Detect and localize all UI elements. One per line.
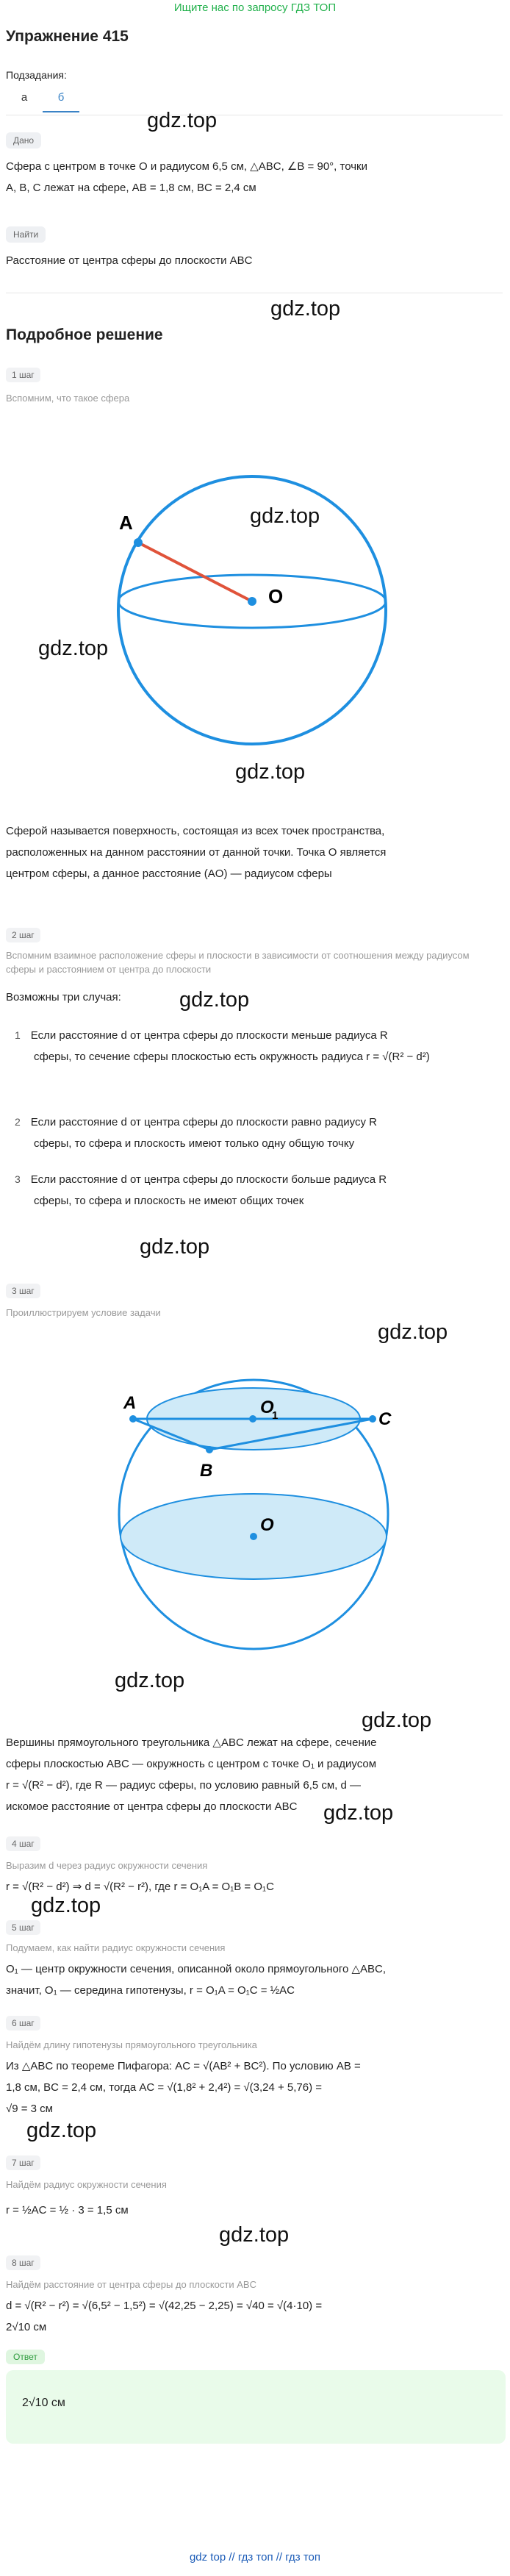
step4-text: r = √(R² − d²) ⇒ d = √(R² − r²), где r = O₁A = O₁B = O₁C xyxy=(6,1881,274,1893)
text-line: значит, O₁ — середина гипотенузы, r = O₁A = O₁C = ½AC xyxy=(6,1984,295,1997)
watermark: gdz.top xyxy=(250,504,320,528)
label-O1: O xyxy=(260,1398,274,1417)
watermark: gdz.top xyxy=(179,988,250,1012)
case-number: 2 xyxy=(15,1116,21,1128)
point-O xyxy=(250,1533,257,1540)
case-line-2: сферы, то сечение сферы плоскостью есть окружность радиуса r = √(R² − d²) xyxy=(34,1051,430,1063)
step8-text xyxy=(6,2295,491,2338)
watermark: gdz.top xyxy=(38,637,109,660)
watermark: gdz.top xyxy=(140,1235,210,1259)
step-hint: Вспомним взаимное расположение сферы и плоскости в зависимости от соотношения между радиусом сферы и расстоянием от центра до плоскости xyxy=(6,950,470,975)
text-line: Из △ABC по теореме Пифагора: AC = √(AB² + BC²). По условию AB = xyxy=(6,2060,361,2072)
label-O: O xyxy=(260,1515,274,1535)
text-line: центром сферы, а данное расстояние (AO) — радиусом сферы xyxy=(6,867,332,880)
top-promo-link[interactable]: Ищите нас по запросу ГДЗ ТОП xyxy=(173,1,337,14)
find-chip: Найти xyxy=(6,226,46,243)
step-chip: 2 шаг xyxy=(6,928,40,942)
case-line-1: Если расстояние d от центра сферы до плоскости больше радиуса R xyxy=(30,1173,387,1186)
text-line: d = √(R² − r²) = √(6,5² − 1,5²) = √(42,25 − 2,25) = √40 = √(4·10) = xyxy=(6,2300,323,2312)
step-chip: 5 шаг xyxy=(6,1920,40,1935)
watermark: gdz.top xyxy=(235,760,306,784)
watermark: gdz.top xyxy=(147,109,218,132)
point-A xyxy=(134,538,143,547)
given-line-1: Сфера с центром в точке O и радиусом 6,5 см, △ABC, ∠B = 90°, точки xyxy=(6,160,367,173)
text-line: 2√10 см xyxy=(6,2321,47,2333)
find-text: Расстояние от центра сферы до плоскости ABC xyxy=(6,254,253,267)
cases-title: Возможны три случая: xyxy=(6,991,121,1003)
label-A: A xyxy=(123,1393,137,1413)
point-O1 xyxy=(249,1415,256,1423)
text-line: r = √(R² − d²), где R — радиус сферы, по условию равный 6,5 см, d — xyxy=(6,1779,362,1792)
step-chip: 1 шаг xyxy=(6,368,40,382)
answer-chip: Ответ xyxy=(6,2350,45,2364)
text-line: √9 = 3 см xyxy=(6,2103,53,2115)
text-line: Сферой называется поверхность, состоящая из всех точек пространства, xyxy=(6,825,385,837)
point-C xyxy=(369,1415,376,1423)
step-hint: Выразим d через радиус окружности сечения xyxy=(6,1860,208,1871)
point-B xyxy=(206,1446,213,1453)
case-line-2: сферы, то сфера и плоскость имеют только одну общую точку xyxy=(34,1137,355,1150)
answer-box xyxy=(6,2370,506,2444)
subtask-tabs xyxy=(6,91,79,112)
point-A xyxy=(129,1415,137,1423)
given-chip: Дано xyxy=(6,132,41,149)
step-hint: Найдём расстояние от центра сферы до плоскости ABC xyxy=(6,2279,256,2290)
step-chip: 4 шаг xyxy=(6,1836,40,1851)
case-number: 3 xyxy=(15,1173,21,1185)
step-chip: 8 шаг xyxy=(6,2255,40,2270)
text-line: сферы плоскостью ABC — окружность с центром с точке O₁ и радиусом xyxy=(6,1758,377,1770)
text-line: O₁ — центр окружности сечения, описанной около прямоугольного △ABC, xyxy=(6,1963,387,1975)
step-hint: Подумаем, как найти радиус окружности сечения xyxy=(6,1942,226,1953)
section-figure xyxy=(103,1367,412,1654)
case-line-2: сферы, то сфера и плоскость не имеют общих точек xyxy=(34,1195,304,1207)
radius-AO xyxy=(138,543,252,601)
watermark: gdz.top xyxy=(270,297,341,321)
watermark: gdz.top xyxy=(323,1801,394,1825)
case-item xyxy=(15,1112,500,1154)
step6-text xyxy=(6,2056,491,2119)
step5-text xyxy=(6,1958,491,2001)
label-A: A xyxy=(119,512,133,534)
tab-b[interactable]: б xyxy=(43,91,79,112)
text-line: Вершины прямоугольного треугольника △ABC лежат на сфере, сечение xyxy=(6,1736,377,1749)
tab-a[interactable]: а xyxy=(21,91,28,104)
case-number: 1 xyxy=(15,1029,21,1041)
watermark: gdz.top xyxy=(378,1320,448,1344)
given-line-2: A, B, C лежат на сфере, AB = 1,8 см, BC = 2,4 см xyxy=(6,182,256,194)
step7-text: r = ½AC = ½ · 3 = 1,5 см xyxy=(6,2204,129,2217)
solution-title: Подробное решение xyxy=(6,326,163,343)
step-chip: 7 шаг xyxy=(6,2155,40,2170)
watermark: gdz.top xyxy=(26,2119,97,2142)
step3-text xyxy=(6,1732,491,1817)
case-item xyxy=(15,1169,500,1212)
label-B: B xyxy=(200,1461,213,1481)
watermark: gdz.top xyxy=(219,2223,290,2247)
label-O: O xyxy=(268,585,284,607)
text-line: искомое расстояние от центра сферы до плоскости ABC xyxy=(6,1800,298,1813)
bottom-links[interactable]: gdz top // гдз топ // гдз топ xyxy=(189,2551,321,2564)
step-hint: Найдём радиус окружности сечения xyxy=(6,2179,167,2190)
step-hint: Найдём длину гипотенузы прямоугольного треугольника xyxy=(6,2039,257,2050)
page-title: Упражнение 415 xyxy=(6,28,129,45)
case-item xyxy=(15,1025,500,1067)
text-line: 1,8 см, BC = 2,4 см, тогда AC = √(1,8² + 2,4²) = √(3,24 + 5,76) = xyxy=(6,2081,323,2094)
watermark: gdz.top xyxy=(115,1669,185,1692)
case-line-1: Если расстояние d от центра сферы до плоскости меньше радиуса R xyxy=(30,1029,388,1042)
label-C: C xyxy=(378,1409,392,1429)
subtasks-label: Подзадания: xyxy=(6,69,67,81)
step-hint: Вспомним, что такое сфера xyxy=(6,393,130,404)
sphere-definition xyxy=(6,820,491,884)
step-chip: 6 шаг xyxy=(6,2016,40,2031)
text-line: расположенных на данном расстоянии от данной точки. Точка O является xyxy=(6,846,387,859)
given-text xyxy=(6,156,491,198)
step-hint: Проиллюстрируем условие задачи xyxy=(6,1307,161,1318)
case-line-1: Если расстояние d от центра сферы до плоскости равно радиусу R xyxy=(30,1116,377,1128)
watermark: gdz.top xyxy=(362,1709,432,1732)
watermark: gdz.top xyxy=(31,1894,101,1917)
label-O1-sub: 1 xyxy=(272,1409,279,1422)
point-O xyxy=(248,597,256,606)
answer-value: 2√10 см xyxy=(22,2397,65,2409)
step-chip: 3 шаг xyxy=(6,1284,40,1298)
